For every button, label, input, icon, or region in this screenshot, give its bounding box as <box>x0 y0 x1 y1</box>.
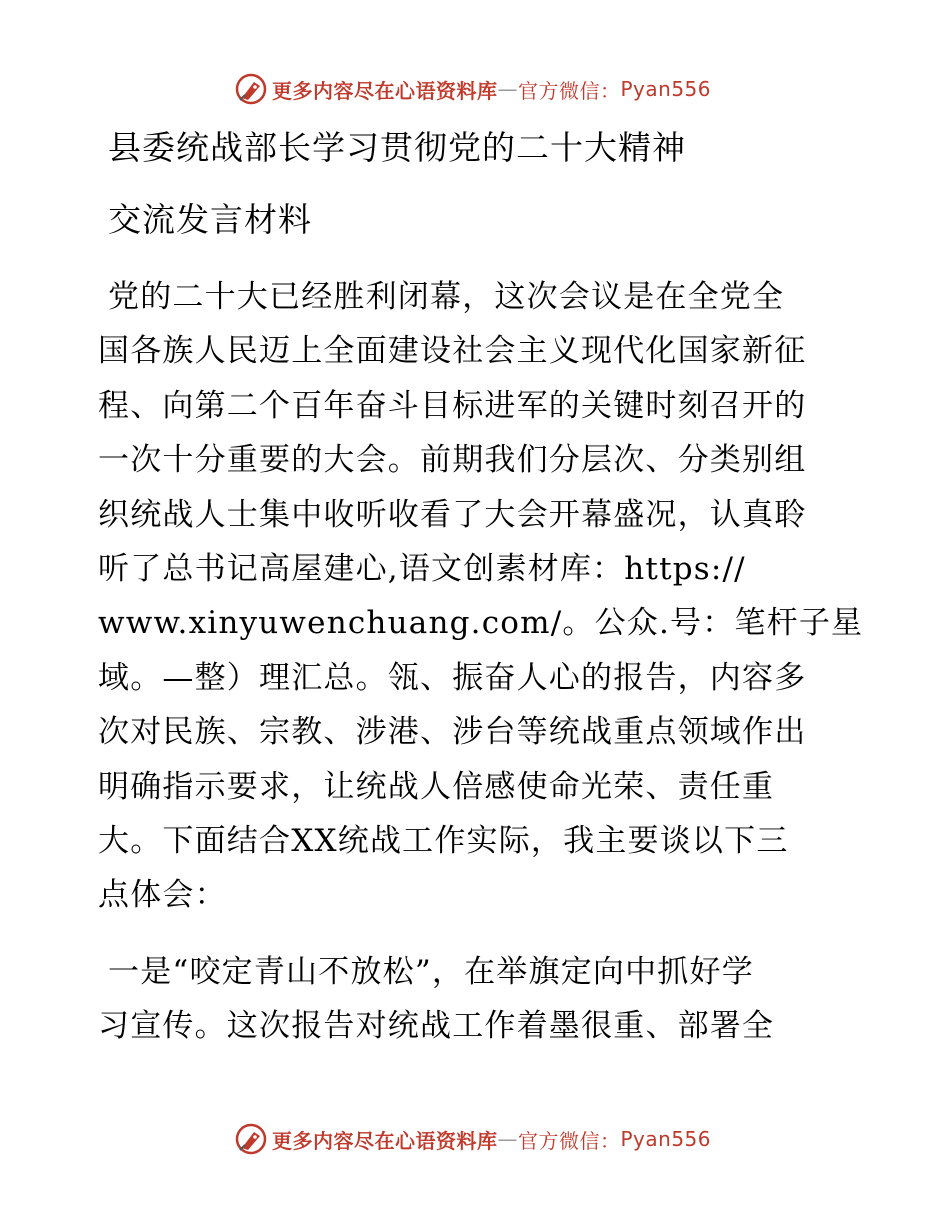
banner-official-label: 官方微信： <box>518 1128 621 1153</box>
paragraph-line: www.xinyuwenchuang.com/。公众.号：笔杆子星 <box>98 605 864 642</box>
banner-separator: — <box>497 77 518 101</box>
paragraph-line: 程、向第二个百年奋斗目标进军的关键时刻召开的 <box>98 387 807 424</box>
paragraph-line: 明确指示要求，让统战人倍感使命光荣、责任重 <box>98 768 775 805</box>
banner-separator: — <box>497 1127 518 1151</box>
banner-promo-text: 更多内容尽在心语资料库 <box>272 78 498 103</box>
paragraph-line: 大。下面结合XX统战工作实际，我主要谈以下三 <box>98 823 789 860</box>
paragraph-line: 听了总书记高屋建心,语文创素材库：https:// <box>98 551 746 588</box>
paragraph-line: 织统战人士集中收听收看了大会开幕盛况，认真聆 <box>98 496 807 533</box>
document-body <box>98 122 868 1053</box>
paragraph-line: 次对民族、宗教、涉港、涉台等统战重点领域作出 <box>98 714 807 751</box>
paragraph-line: 一次十分重要的大会。前期我们分层次、分类别组 <box>98 442 807 479</box>
pen-nib-logo-icon <box>234 1122 268 1156</box>
paragraph-2 <box>98 945 868 1053</box>
paragraph-line: 党的二十大已经胜利闭幕，这次会议是在全党全 <box>108 279 785 315</box>
paragraph-1 <box>98 270 868 923</box>
footer-watermark-banner <box>234 1120 734 1158</box>
paragraph-line: 习宣传。这次报告对统战工作着墨很重、部署全 <box>98 1008 775 1045</box>
paragraph-line: 点体会： <box>98 877 227 914</box>
paragraph-line: 一是“咬定青山不放松”，在举旗定向中抓好学 <box>108 953 754 990</box>
paragraph-line: 域。—整）理汇总。瓴、振奋人心的报告，内容多 <box>98 659 807 696</box>
banner-official-label: 官方微信： <box>518 78 621 103</box>
banner-wechat-id: Pyan556 <box>620 77 712 101</box>
banner-promo-text: 更多内容尽在心语资料库 <box>272 1128 498 1153</box>
document-title: 县委统战部长学习贯彻党的二十大精神 <box>108 128 686 167</box>
pen-nib-logo-icon <box>234 72 268 106</box>
header-watermark-banner <box>234 70 734 108</box>
banner-wechat-id: Pyan556 <box>620 1127 712 1151</box>
paragraph-line: 国各族人民迈上全面建设社会主义现代化国家新征 <box>98 333 807 370</box>
document-subtitle: 交流发言材料 <box>108 200 312 239</box>
